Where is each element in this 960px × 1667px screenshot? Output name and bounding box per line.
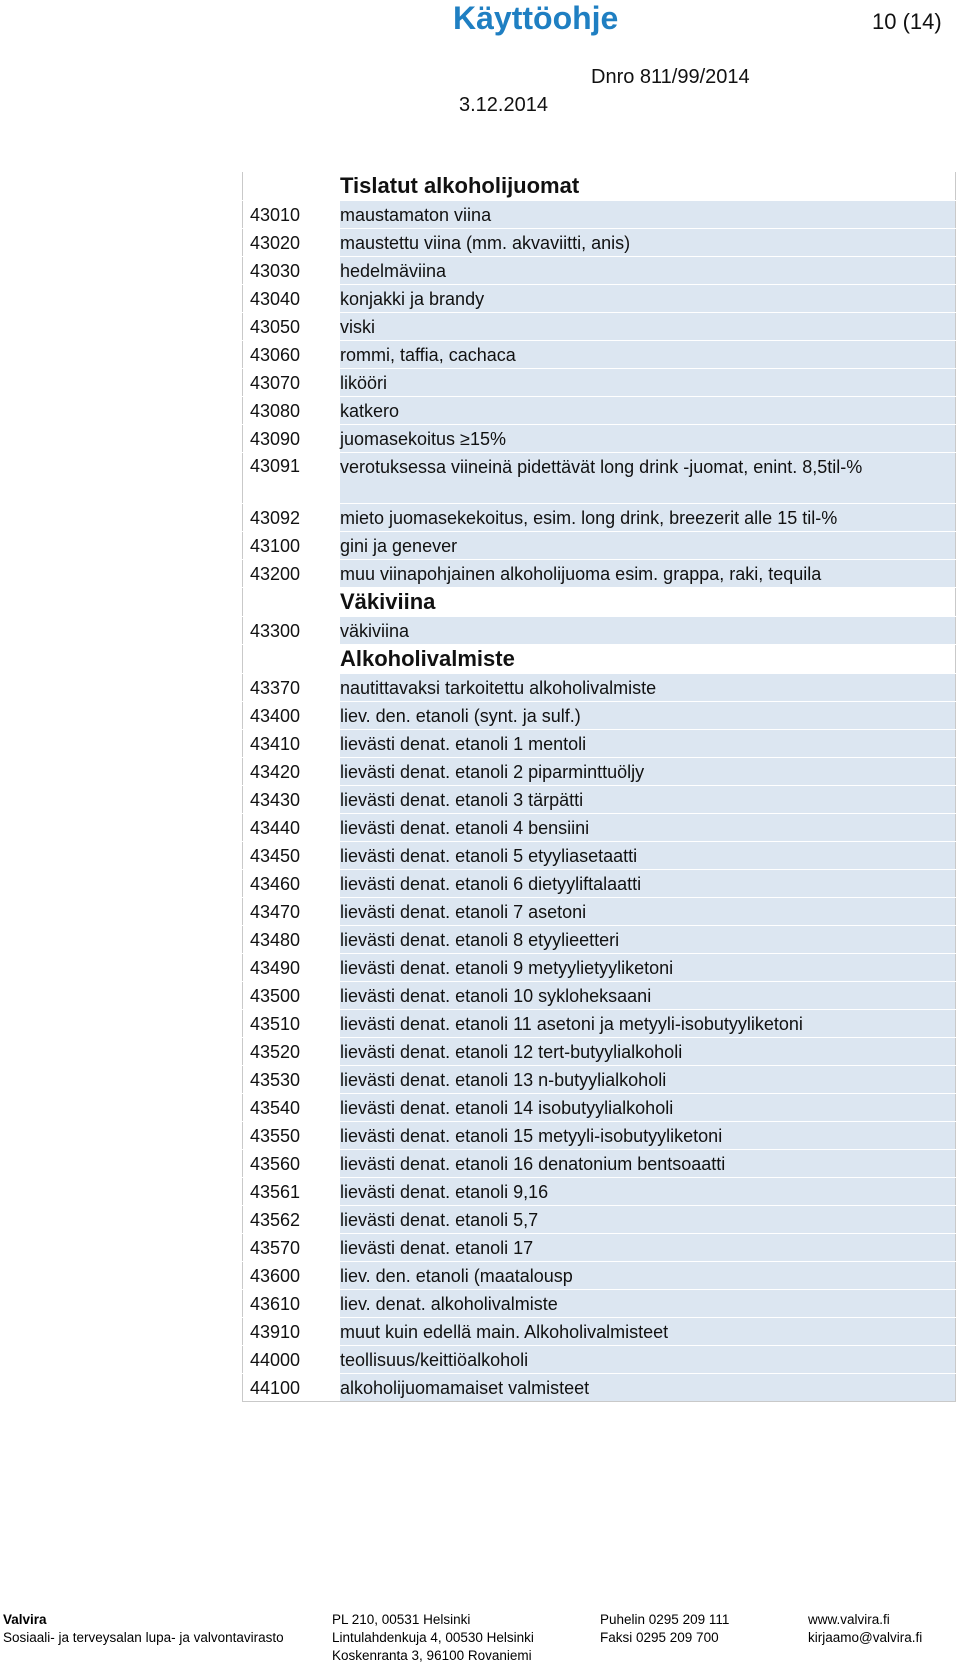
description-cell: lievästi denat. etanoli 1 mentoli <box>340 730 956 758</box>
code-row <box>243 1374 956 1402</box>
footer-address-3: Koskenranta 3, 96100 Rovaniemi <box>332 1648 532 1663</box>
code-cell: 43090 <box>243 425 341 453</box>
code-cell: 43010 <box>243 201 341 229</box>
footer-address-1: PL 210, 00531 Helsinki <box>332 1612 471 1627</box>
description-cell: lievästi denat. etanoli 5 etyyliasetaatti <box>340 842 956 870</box>
description-cell: lievästi denat. etanoli 9 metyylietyyliketoni <box>340 954 956 982</box>
description-cell: mieto juomasekekoitus, esim. long drink, breezerit alle 15 til-% <box>340 504 956 532</box>
code-cell: 43030 <box>243 257 341 285</box>
code-cell: 43540 <box>243 1094 341 1122</box>
description-cell: lievästi denat. etanoli 17 <box>340 1234 956 1262</box>
code-cell: 43060 <box>243 341 341 369</box>
code-row <box>243 982 956 1010</box>
description-cell: maustettu viina (mm. akvaviitti, anis) <box>340 229 956 257</box>
code-row <box>243 1346 956 1374</box>
footer-address-2: Lintulahdenkuja 4, 00530 Helsinki <box>332 1630 534 1645</box>
code-row <box>243 1318 956 1346</box>
description-cell: lievästi denat. etanoli 5,7 <box>340 1206 956 1234</box>
section-title: Väkiviina <box>340 588 956 617</box>
code-cell: 43500 <box>243 982 341 1010</box>
code-row <box>243 397 956 425</box>
code-cell: 43092 <box>243 504 341 532</box>
code-row <box>243 313 956 341</box>
footer-phone: Puhelin 0295 209 111 <box>600 1612 730 1627</box>
code-cell: 43440 <box>243 814 341 842</box>
code-cell: 43550 <box>243 1122 341 1150</box>
code-row <box>243 560 956 588</box>
description-cell: verotuksessa viineinä pidettävät long drink -juomat, enint. 8,5til-% <box>340 453 956 504</box>
code-cell: 43050 <box>243 313 341 341</box>
description-cell: lievästi denat. etanoli 2 piparminttuöljy <box>340 758 956 786</box>
footer-website-link[interactable]: www.valvira.fi <box>808 1612 890 1627</box>
description-cell: lievästi denat. etanoli 8 etyylieetteri <box>340 926 956 954</box>
code-row <box>243 1122 956 1150</box>
code-cell: 43400 <box>243 702 341 730</box>
code-cell <box>243 588 341 617</box>
footer-org-full: Sosiaali- ja terveysalan lupa- ja valvontavirasto <box>3 1630 284 1645</box>
footer-addresses <box>332 1611 534 1665</box>
code-cell: 43600 <box>243 1262 341 1290</box>
code-row <box>243 1150 956 1178</box>
code-row <box>243 1290 956 1318</box>
code-row <box>243 201 956 229</box>
description-cell: lievästi denat. etanoli 15 metyyli-isobutyyliketoni <box>340 1122 956 1150</box>
code-cell: 43300 <box>243 617 341 645</box>
code-cell: 43530 <box>243 1066 341 1094</box>
code-row <box>243 453 956 504</box>
code-cell: 43420 <box>243 758 341 786</box>
code-row <box>243 229 956 257</box>
code-cell: 43562 <box>243 1206 341 1234</box>
document-date: 3.12.2014 <box>459 94 548 116</box>
description-cell: lievästi denat. etanoli 4 bensiini <box>340 814 956 842</box>
code-row <box>243 617 956 645</box>
code-cell: 43510 <box>243 1010 341 1038</box>
code-row <box>243 926 956 954</box>
code-cell: 43520 <box>243 1038 341 1066</box>
code-cell: 43560 <box>243 1150 341 1178</box>
document-title: Käyttöohje <box>453 0 619 36</box>
code-cell: 43470 <box>243 898 341 926</box>
code-row <box>243 1262 956 1290</box>
code-cell: 43020 <box>243 229 341 257</box>
code-row <box>243 702 956 730</box>
description-cell: maustamaton viina <box>340 201 956 229</box>
code-row <box>243 285 956 313</box>
description-cell: lievästi denat. etanoli 11 asetoni ja metyyli-isobutyyliketoni <box>340 1010 956 1038</box>
code-cell: 43100 <box>243 532 341 560</box>
code-row <box>243 1094 956 1122</box>
code-row <box>243 1206 956 1234</box>
code-row <box>243 532 956 560</box>
code-row <box>243 842 956 870</box>
code-cell: 43480 <box>243 926 341 954</box>
code-cell: 43080 <box>243 397 341 425</box>
description-cell: muut kuin edellä main. Alkoholivalmisteet <box>340 1318 956 1346</box>
description-cell: lievästi denat. etanoli 13 n-butyylialkoholi <box>340 1066 956 1094</box>
section-title: Alkoholivalmiste <box>340 645 956 674</box>
code-cell <box>243 172 341 201</box>
code-cell: 43430 <box>243 786 341 814</box>
code-cell: 43040 <box>243 285 341 313</box>
description-cell: liev. den. etanoli (synt. ja sulf.) <box>340 702 956 730</box>
code-cell: 44100 <box>243 1374 341 1402</box>
footer-email-link[interactable]: kirjaamo@valvira.fi <box>808 1630 923 1645</box>
code-cell: 43561 <box>243 1178 341 1206</box>
code-cell: 43570 <box>243 1234 341 1262</box>
code-row <box>243 1066 956 1094</box>
footer-org-name: Valvira <box>3 1612 47 1627</box>
code-row <box>243 786 956 814</box>
description-cell: alkoholijuomamaiset valmisteet <box>340 1374 956 1402</box>
description-cell: hedelmäviina <box>340 257 956 285</box>
document-number: Dnro 811/99/2014 <box>591 66 750 88</box>
code-row <box>243 341 956 369</box>
footer-web <box>808 1611 922 1647</box>
code-cell: 43490 <box>243 954 341 982</box>
code-row <box>243 674 956 702</box>
section-header-row <box>243 645 956 674</box>
description-cell: lievästi denat. etanoli 12 tert-butyylialkoholi <box>340 1038 956 1066</box>
code-cell: 43410 <box>243 730 341 758</box>
code-row <box>243 257 956 285</box>
code-table-body <box>243 172 956 1402</box>
footer-org <box>3 1611 284 1647</box>
description-cell: liev. den. etanoli (maatalousp <box>340 1262 956 1290</box>
description-cell: liev. denat. alkoholivalmiste <box>340 1290 956 1318</box>
code-cell <box>243 645 341 674</box>
code-row <box>243 1038 956 1066</box>
code-cell: 43370 <box>243 674 341 702</box>
code-row <box>243 425 956 453</box>
description-cell: muu viinapohjainen alkoholijuoma esim. grappa, raki, tequila <box>340 560 956 588</box>
description-cell: viski <box>340 313 956 341</box>
description-cell: nautittavaksi tarkoitettu alkoholivalmiste <box>340 674 956 702</box>
section-header-row <box>243 172 956 201</box>
code-table <box>242 171 956 1402</box>
code-row <box>243 504 956 532</box>
code-row <box>243 730 956 758</box>
code-cell: 43460 <box>243 870 341 898</box>
code-cell: 43910 <box>243 1318 341 1346</box>
description-cell: konjakki ja brandy <box>340 285 956 313</box>
code-row <box>243 1010 956 1038</box>
code-cell: 43200 <box>243 560 341 588</box>
footer-fax: Faksi 0295 209 700 <box>600 1630 719 1645</box>
description-cell: rommi, taffia, cachaca <box>340 341 956 369</box>
section-header-row <box>243 588 956 617</box>
code-row <box>243 814 956 842</box>
code-row <box>243 898 956 926</box>
description-cell: lievästi denat. etanoli 3 tärpätti <box>340 786 956 814</box>
code-cell: 43610 <box>243 1290 341 1318</box>
description-cell: gini ja genever <box>340 532 956 560</box>
description-cell: teollisuus/keittiöalkoholi <box>340 1346 956 1374</box>
code-cell: 43450 <box>243 842 341 870</box>
description-cell: katkero <box>340 397 956 425</box>
code-row <box>243 1178 956 1206</box>
page-footer <box>0 1611 960 1667</box>
code-cell: 43070 <box>243 369 341 397</box>
description-cell: väkiviina <box>340 617 956 645</box>
description-cell: lievästi denat. etanoli 9,16 <box>340 1178 956 1206</box>
code-row <box>243 1234 956 1262</box>
code-row <box>243 369 956 397</box>
description-cell: lievästi denat. etanoli 7 asetoni <box>340 898 956 926</box>
description-cell: lievästi denat. etanoli 6 dietyyliftalaatti <box>340 870 956 898</box>
section-title: Tislatut alkoholijuomat <box>340 172 956 201</box>
code-row <box>243 870 956 898</box>
code-cell: 43091 <box>243 453 341 504</box>
code-row <box>243 954 956 982</box>
page-number: 10 (14) <box>872 9 942 34</box>
footer-contact <box>600 1611 729 1647</box>
description-cell: juomasekoitus ≥15% <box>340 425 956 453</box>
description-cell: likööri <box>340 369 956 397</box>
description-cell: lievästi denat. etanoli 16 denatonium bentsoaatti <box>340 1150 956 1178</box>
code-cell: 44000 <box>243 1346 341 1374</box>
description-cell: lievästi denat. etanoli 14 isobutyylialkoholi <box>340 1094 956 1122</box>
description-cell: lievästi denat. etanoli 10 sykloheksaani <box>340 982 956 1010</box>
code-row <box>243 758 956 786</box>
